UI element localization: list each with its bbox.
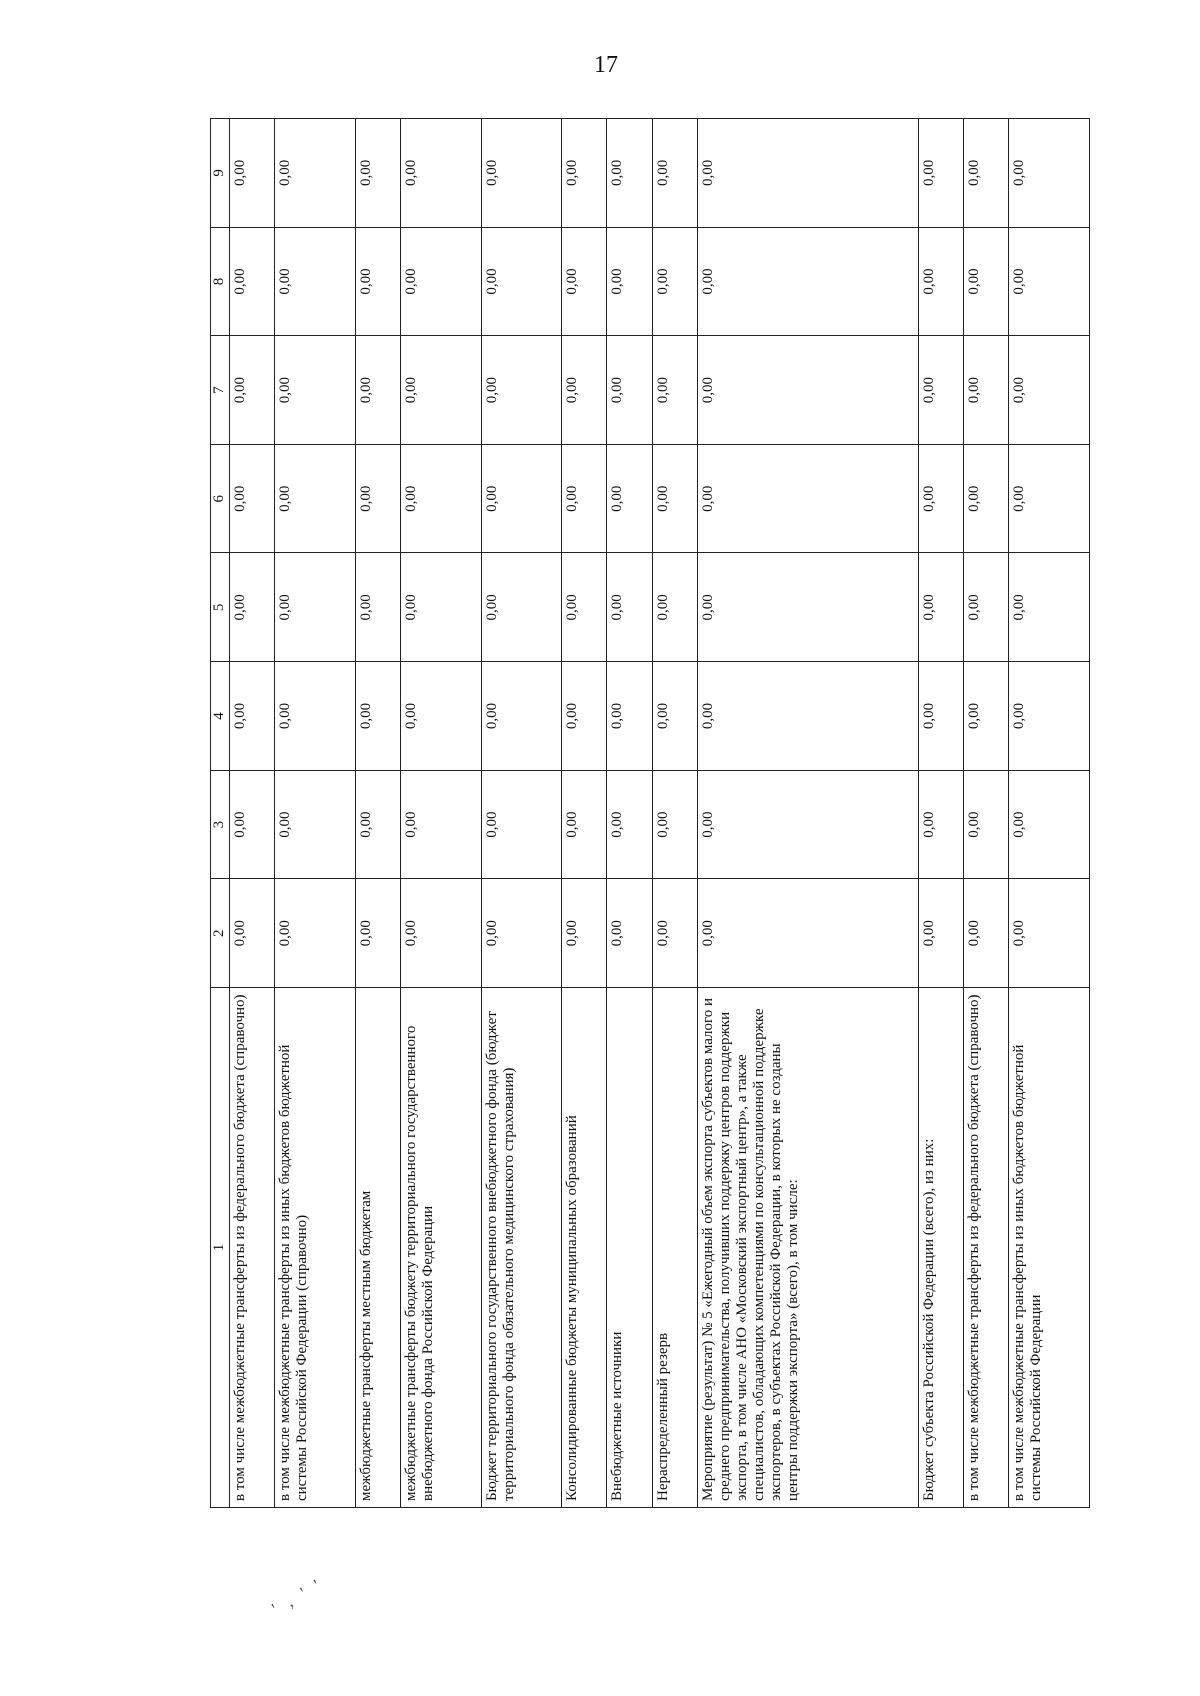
value-cell: 0,00 [964,553,1009,662]
row-label: межбюджетные трансферты местным бюджетам [355,988,400,1508]
value-cell: 0,00 [1009,119,1090,228]
value-cell: 0,00 [652,444,697,553]
row-label: межбюджетные трансферты бюджету территориального государственного внебюджетного фонда Российской Федерации [401,988,481,1508]
value-cell: 0,00 [918,336,963,445]
value-cell: 0,00 [964,227,1009,336]
value-cell: 0,00 [481,879,561,988]
row-label: в том числе межбюджетные трансферты из иных бюджетов бюджетной системы Российской Федерации [1009,988,1090,1508]
col-header: 1 [211,988,230,1508]
value-cell: 0,00 [698,444,919,553]
col-header: 6 [211,444,230,553]
value-cell: 0,00 [607,770,652,879]
table-row [401,119,481,1508]
col-header: 5 [211,553,230,662]
table-row [918,119,963,1508]
row-label: в том числе межбюджетные трансферты из иных бюджетов бюджетной системы Российской Федерации (справочно) [275,988,355,1508]
row-label: Мероприятие (результат) № 5 «Ежегодный объем экспорта субъектов малого и среднего предпринимательства, получивших поддержку центров поддержки экспорта, в том числе АНО «Московский экспортный центр», а также специалистов, обладающих компетенциями по консультационной поддержке экспортеров, в субъектах Российской Федерации, в которых не созданы центры поддержки экспорта» (всего), в том числе: [698,988,919,1508]
value-cell: 0,00 [918,227,963,336]
col-header: 3 [211,770,230,879]
row-label: Консолидированные бюджеты муниципальных образований [561,988,606,1508]
rotated-table-container [210,118,1090,1508]
value-cell: 0,00 [230,662,275,771]
value-cell: 0,00 [561,227,606,336]
value-cell: 0,00 [1009,336,1090,445]
value-cell: 0,00 [698,662,919,771]
value-cell: 0,00 [275,553,355,662]
table-row [230,119,275,1508]
value-cell: 0,00 [607,879,652,988]
col-header: 2 [211,879,230,988]
value-cell: 0,00 [1009,662,1090,771]
value-cell: 0,00 [355,662,400,771]
value-cell: 0,00 [230,336,275,445]
value-cell: 0,00 [607,119,652,228]
value-cell: 0,00 [481,227,561,336]
scan-marks: ' , ' ' [268,1573,327,1619]
table-row [1009,119,1090,1508]
value-cell: 0,00 [275,879,355,988]
row-label: Бюджет территориального государственного внебюджетного фонда (бюджет территориального фонда обязательного медицинского страхования) [481,988,561,1508]
value-cell: 0,00 [401,879,481,988]
value-cell: 0,00 [918,770,963,879]
value-cell: 0,00 [561,553,606,662]
col-header: 4 [211,662,230,771]
value-cell: 0,00 [355,553,400,662]
value-cell: 0,00 [652,770,697,879]
value-cell: 0,00 [607,553,652,662]
value-cell: 0,00 [275,227,355,336]
value-cell: 0,00 [918,662,963,771]
row-label: в том числе межбюджетные трансферты из федерального бюджета (справочно) [964,988,1009,1508]
value-cell: 0,00 [561,336,606,445]
value-cell: 0,00 [230,770,275,879]
table-row [355,119,400,1508]
value-cell: 0,00 [652,662,697,771]
value-cell: 0,00 [698,227,919,336]
value-cell: 0,00 [698,879,919,988]
value-cell: 0,00 [1009,444,1090,553]
value-cell: 0,00 [401,553,481,662]
value-cell: 0,00 [964,770,1009,879]
value-cell: 0,00 [652,119,697,228]
value-cell: 0,00 [275,336,355,445]
value-cell: 0,00 [1009,553,1090,662]
table-row [964,119,1009,1508]
col-header: 8 [211,227,230,336]
value-cell: 0,00 [401,119,481,228]
col-header: 7 [211,336,230,445]
value-cell: 0,00 [1009,227,1090,336]
row-label: в том числе межбюджетные трансферты из федерального бюджета (справочно) [230,988,275,1508]
value-cell: 0,00 [698,553,919,662]
value-cell: 0,00 [401,662,481,771]
value-cell: 0,00 [561,119,606,228]
value-cell: 0,00 [698,336,919,445]
value-cell: 0,00 [481,444,561,553]
value-cell: 0,00 [401,770,481,879]
value-cell: 0,00 [230,553,275,662]
value-cell: 0,00 [401,227,481,336]
value-cell: 0,00 [275,770,355,879]
value-cell: 0,00 [1009,770,1090,879]
value-cell: 0,00 [355,770,400,879]
value-cell: 0,00 [652,879,697,988]
value-cell: 0,00 [230,444,275,553]
value-cell: 0,00 [275,119,355,228]
value-cell: 0,00 [355,119,400,228]
value-cell: 0,00 [607,336,652,445]
value-cell: 0,00 [698,119,919,228]
value-cell: 0,00 [652,553,697,662]
value-cell: 0,00 [964,444,1009,553]
value-cell: 0,00 [481,770,561,879]
table-row [275,119,355,1508]
value-cell: 0,00 [652,227,697,336]
value-cell: 0,00 [918,119,963,228]
value-cell: 0,00 [918,553,963,662]
value-cell: 0,00 [964,662,1009,771]
value-cell: 0,00 [698,770,919,879]
page-number: 17 [594,52,618,78]
value-cell: 0,00 [964,119,1009,228]
value-cell: 0,00 [481,336,561,445]
value-cell: 0,00 [355,444,400,553]
value-cell: 0,00 [607,227,652,336]
table-row [561,119,606,1508]
value-cell: 0,00 [964,879,1009,988]
value-cell: 0,00 [607,662,652,771]
value-cell: 0,00 [481,119,561,228]
table-row [652,119,697,1508]
value-cell: 0,00 [230,879,275,988]
value-cell: 0,00 [275,444,355,553]
value-cell: 0,00 [652,336,697,445]
row-label: Нераспределенный резерв [652,988,697,1508]
table-row [607,119,652,1508]
value-cell: 0,00 [561,770,606,879]
value-cell: 0,00 [561,662,606,771]
budget-table [210,118,1090,1508]
table-row [481,119,561,1508]
value-cell: 0,00 [230,119,275,228]
table-row [698,119,919,1508]
value-cell: 0,00 [355,879,400,988]
value-cell: 0,00 [561,444,606,553]
value-cell: 0,00 [401,444,481,553]
value-cell: 0,00 [275,662,355,771]
value-cell: 0,00 [401,336,481,445]
value-cell: 0,00 [918,444,963,553]
header-row [211,119,230,1508]
value-cell: 0,00 [964,336,1009,445]
value-cell: 0,00 [481,553,561,662]
value-cell: 0,00 [355,336,400,445]
value-cell: 0,00 [481,662,561,771]
value-cell: 0,00 [607,444,652,553]
value-cell: 0,00 [918,879,963,988]
row-label: Внебюджетные источники [607,988,652,1508]
col-header: 9 [211,119,230,228]
value-cell: 0,00 [1009,879,1090,988]
row-label: Бюджет субъекта Российской Федерации (всего), из них: [918,988,963,1508]
value-cell: 0,00 [561,879,606,988]
value-cell: 0,00 [355,227,400,336]
value-cell: 0,00 [230,227,275,336]
